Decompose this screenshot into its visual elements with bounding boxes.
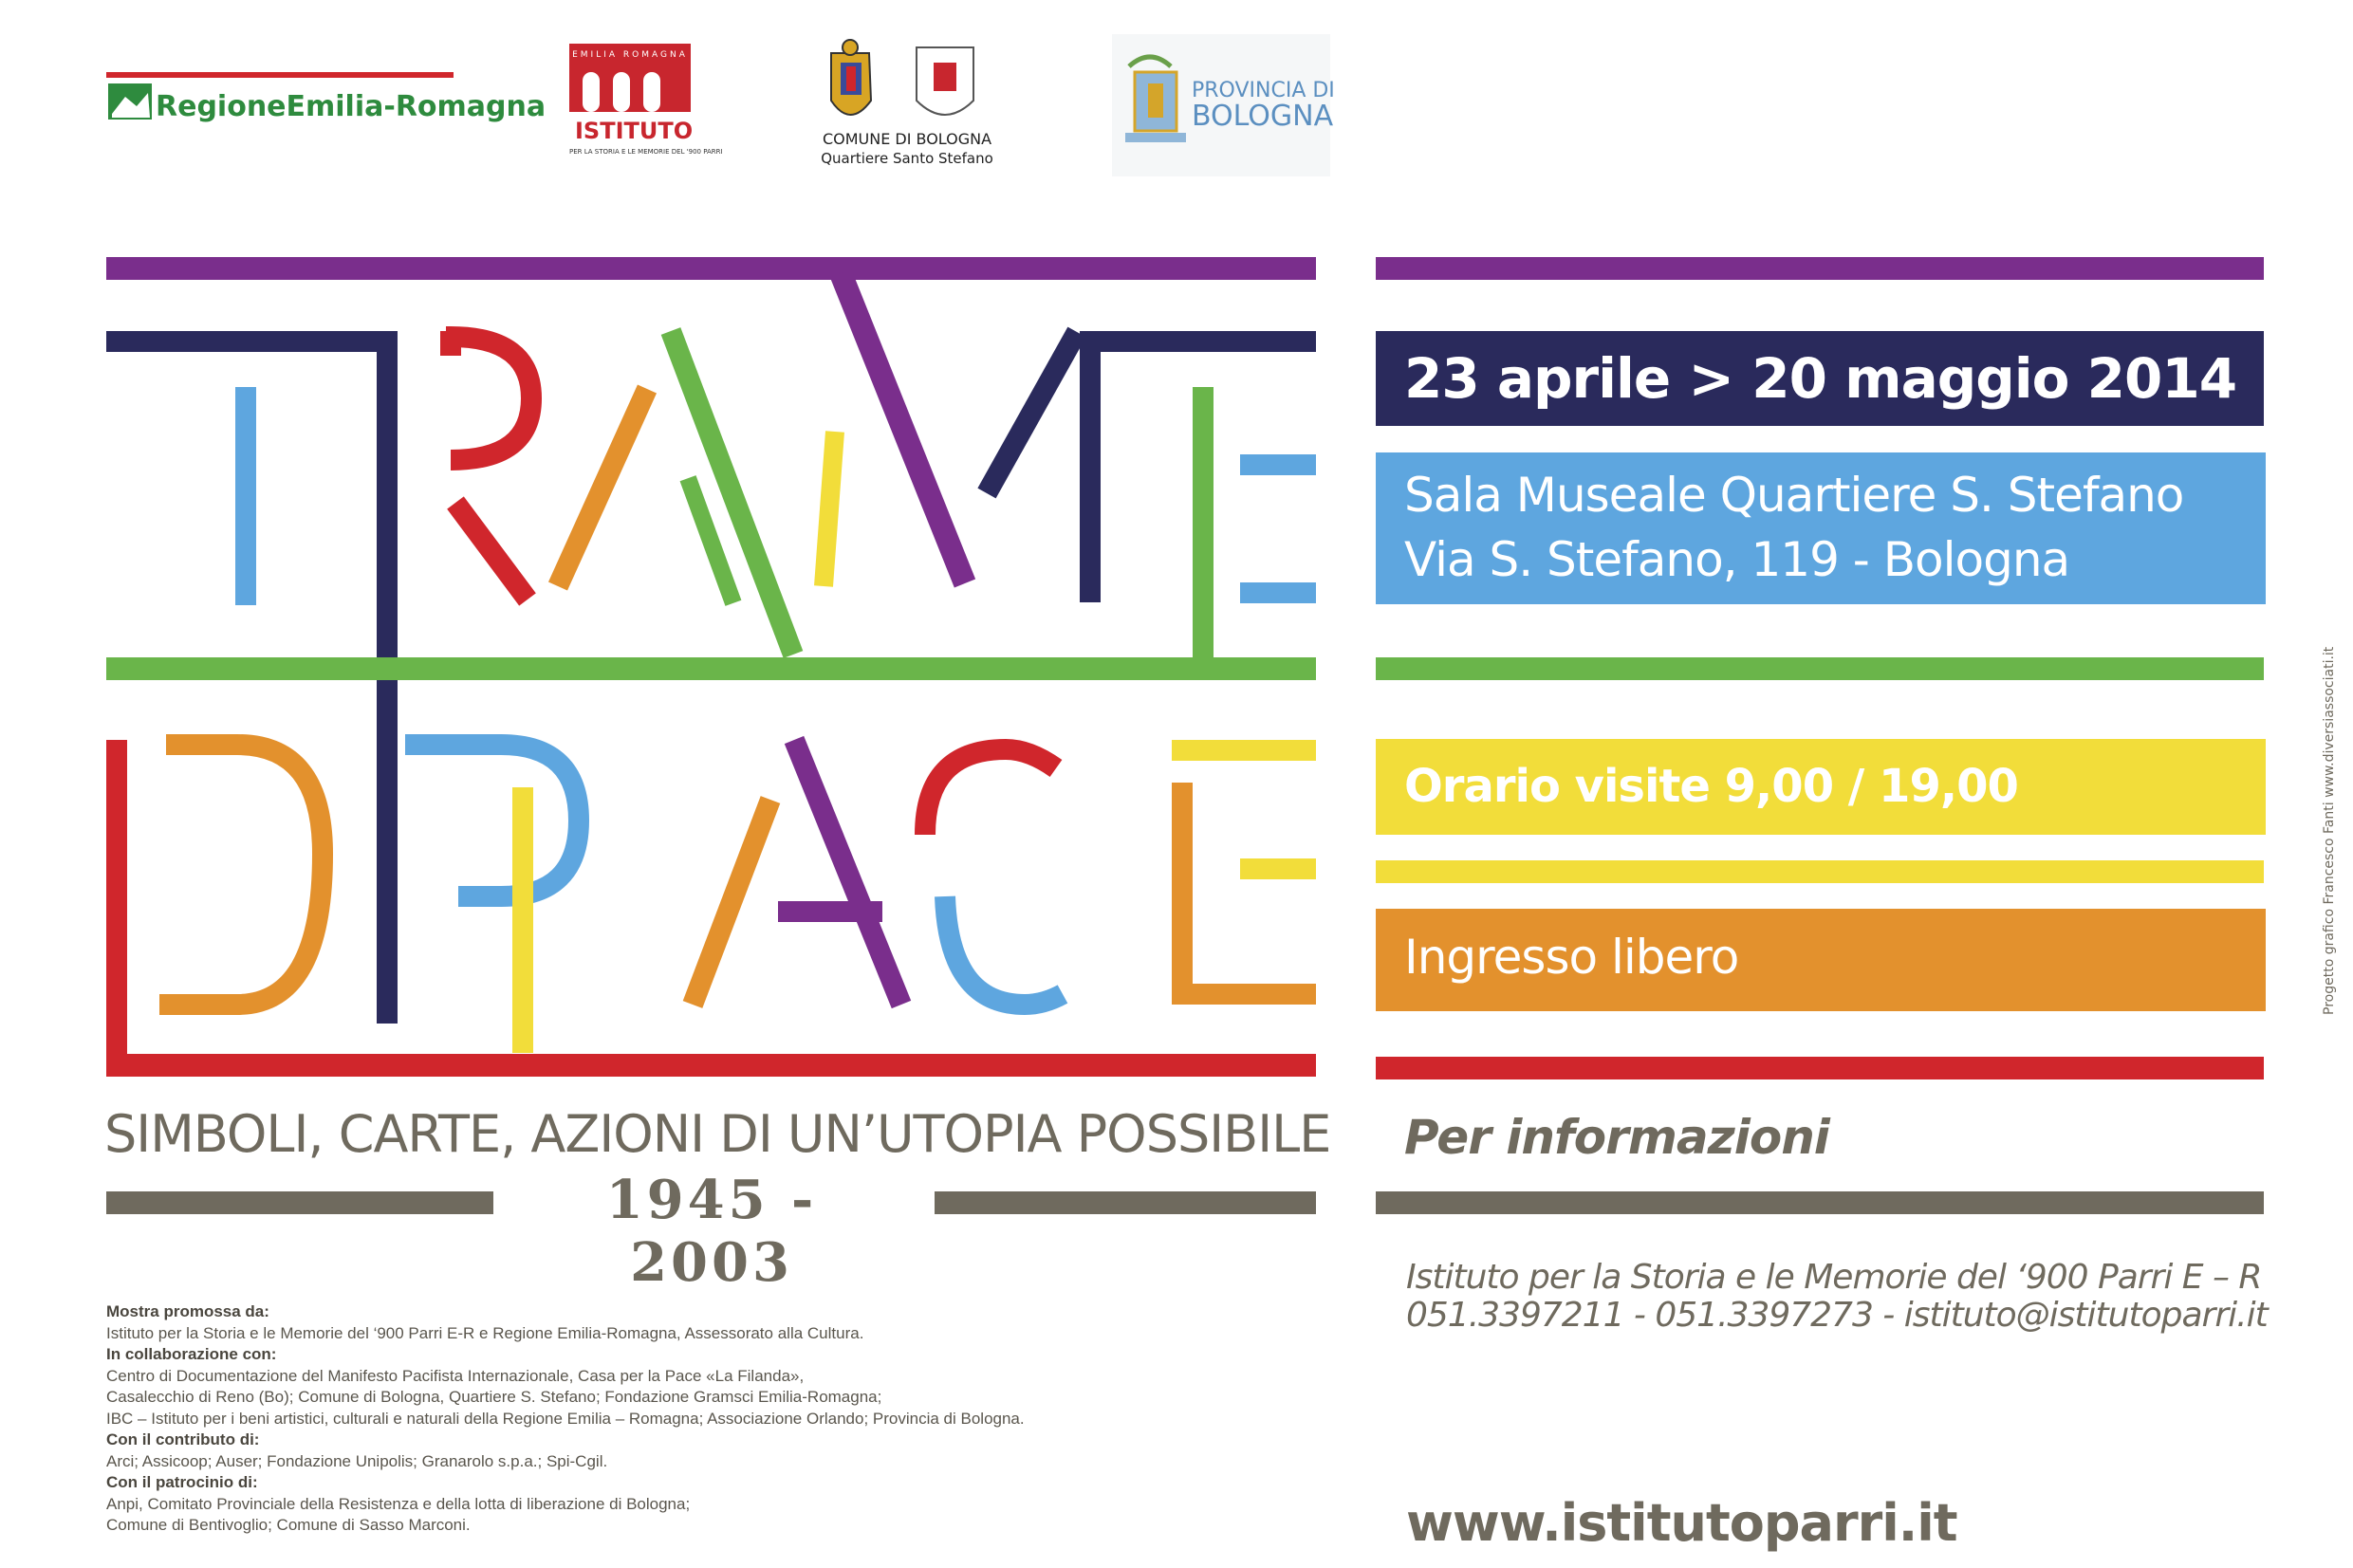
info-grey-bar [1376, 1191, 2264, 1214]
letter-d [106, 740, 323, 1074]
hours-text: Orario visite 9,00 / 19,00 [1404, 760, 2018, 813]
credits-line: Istituto per la Storia e le Memorie del ‘900 Parri E-R e Regione Emilia-Romagna, Assessorato alla Cultura. [106, 1323, 864, 1342]
credits-block [106, 1301, 1025, 1537]
svg-text:ISTITUTO: ISTITUTO [575, 118, 694, 144]
years: 1945 - 2003 [605, 1169, 818, 1294]
svg-text:BOLOGNA: BOLOGNA [1192, 100, 1334, 133]
letter-r [440, 331, 531, 600]
title-top-bar [106, 257, 1316, 280]
title-graphic [0, 0, 1331, 1233]
entry-text: Ingresso libero [1404, 930, 1739, 985]
svg-text:Quartiere Santo Stefano: Quartiere Santo Stefano [821, 150, 993, 167]
dates-panel [1376, 331, 2264, 426]
letter-c [925, 749, 1063, 1005]
credits-line: IBC – Istituto per i beni artistici, culturali e naturali della Regione Emilia – Romagna; Associazione Orlando; Provincia di Bologna. [106, 1409, 1025, 1428]
website-link[interactable]: www.istitutoparri.it [1406, 1493, 1957, 1553]
credits-line: Centro di Documentazione del Manifesto Pacifista Internazionale, Casa per la Pace «La Filanda», [106, 1366, 805, 1385]
letter-e-1 [1101, 331, 1316, 657]
info-top-bar [1376, 257, 2264, 280]
letter-a-2 [693, 740, 901, 1005]
svg-text:COMUNE DI BOLOGNA: COMUNE DI BOLOGNA [822, 130, 992, 148]
venue-line-1: Sala Museale Quartiere S. Stefano [1404, 468, 2184, 523]
title-bottom-bar [106, 1054, 1316, 1077]
letter-m [841, 273, 1101, 602]
letter-p [405, 745, 579, 1053]
contacts: 051.3397211 - 051.3397273 - istituto@istitutoparri.it [1406, 1296, 2268, 1335]
svg-text:EMILIA ROMAGNA: EMILIA ROMAGNA [572, 50, 688, 60]
credits-line: Casalecchio di Reno (Bo); Comune di Bologna, Quartiere S. Stefano; Fondazione Gramsci Emilia-Romagna; [106, 1388, 882, 1406]
side-credit: Progetto grafico Francesco Fanti www.diversiassociati.it [2322, 646, 2337, 1015]
credits-line: Anpi, Comitato Provinciale della Resistenza e della lotta di liberazione di Bologna; [106, 1494, 691, 1513]
dates-text: 23 aprile > 20 maggio 2014 [1404, 346, 2237, 411]
more-info-heading: Per informazioni [1404, 1110, 1829, 1165]
letter-a-1 [558, 331, 835, 655]
title-middle-bar [106, 657, 1316, 680]
credits-heading: Con il contributo di: [106, 1430, 260, 1448]
venue-line-2: Via S. Stefano, 119 - Bologna [1404, 532, 2070, 587]
info-yellow-bar [1376, 860, 2264, 883]
institute-name: Istituto per la Storia e le Memorie del ‘900 Parri E – R [1406, 1258, 2262, 1297]
info-green-bar [1376, 657, 2264, 680]
years-left-bar [106, 1191, 493, 1214]
letter-e-2 [1172, 740, 1316, 1005]
venue-panel [1376, 452, 2266, 604]
info-red-bar [1376, 1057, 2264, 1079]
years-right-bar [935, 1191, 1316, 1214]
credits-heading: Mostra promossa da: [106, 1302, 269, 1320]
svg-text:RegioneEmilia-Romagna: RegioneEmilia-Romagna [156, 90, 547, 123]
credits-line: Arci; Assicoop; Auser; Fondazione Unipolis; Granarolo s.p.a.; Spi-Cgil. [106, 1451, 608, 1470]
svg-text:PROVINCIA DI: PROVINCIA DI [1192, 79, 1335, 102]
subtitle: SIMBOLI, CARTE, AZIONI DI UN’UTOPIA POSSIBILE [104, 1104, 1331, 1164]
hours-panel [1376, 739, 2266, 835]
credits-heading: In collaborazione con: [106, 1345, 277, 1363]
letter-t-1 [106, 331, 377, 605]
entry-panel [1376, 909, 2266, 1011]
svg-text:PER LA STORIA E LE MEMORIE DEL: PER LA STORIA E LE MEMORIE DEL '900 PARRI [569, 148, 723, 156]
credits-heading: Con il patrocinio di: [106, 1473, 258, 1491]
credits-line: Comune di Bentivoglio; Comune di Sasso Marconi. [106, 1516, 471, 1534]
